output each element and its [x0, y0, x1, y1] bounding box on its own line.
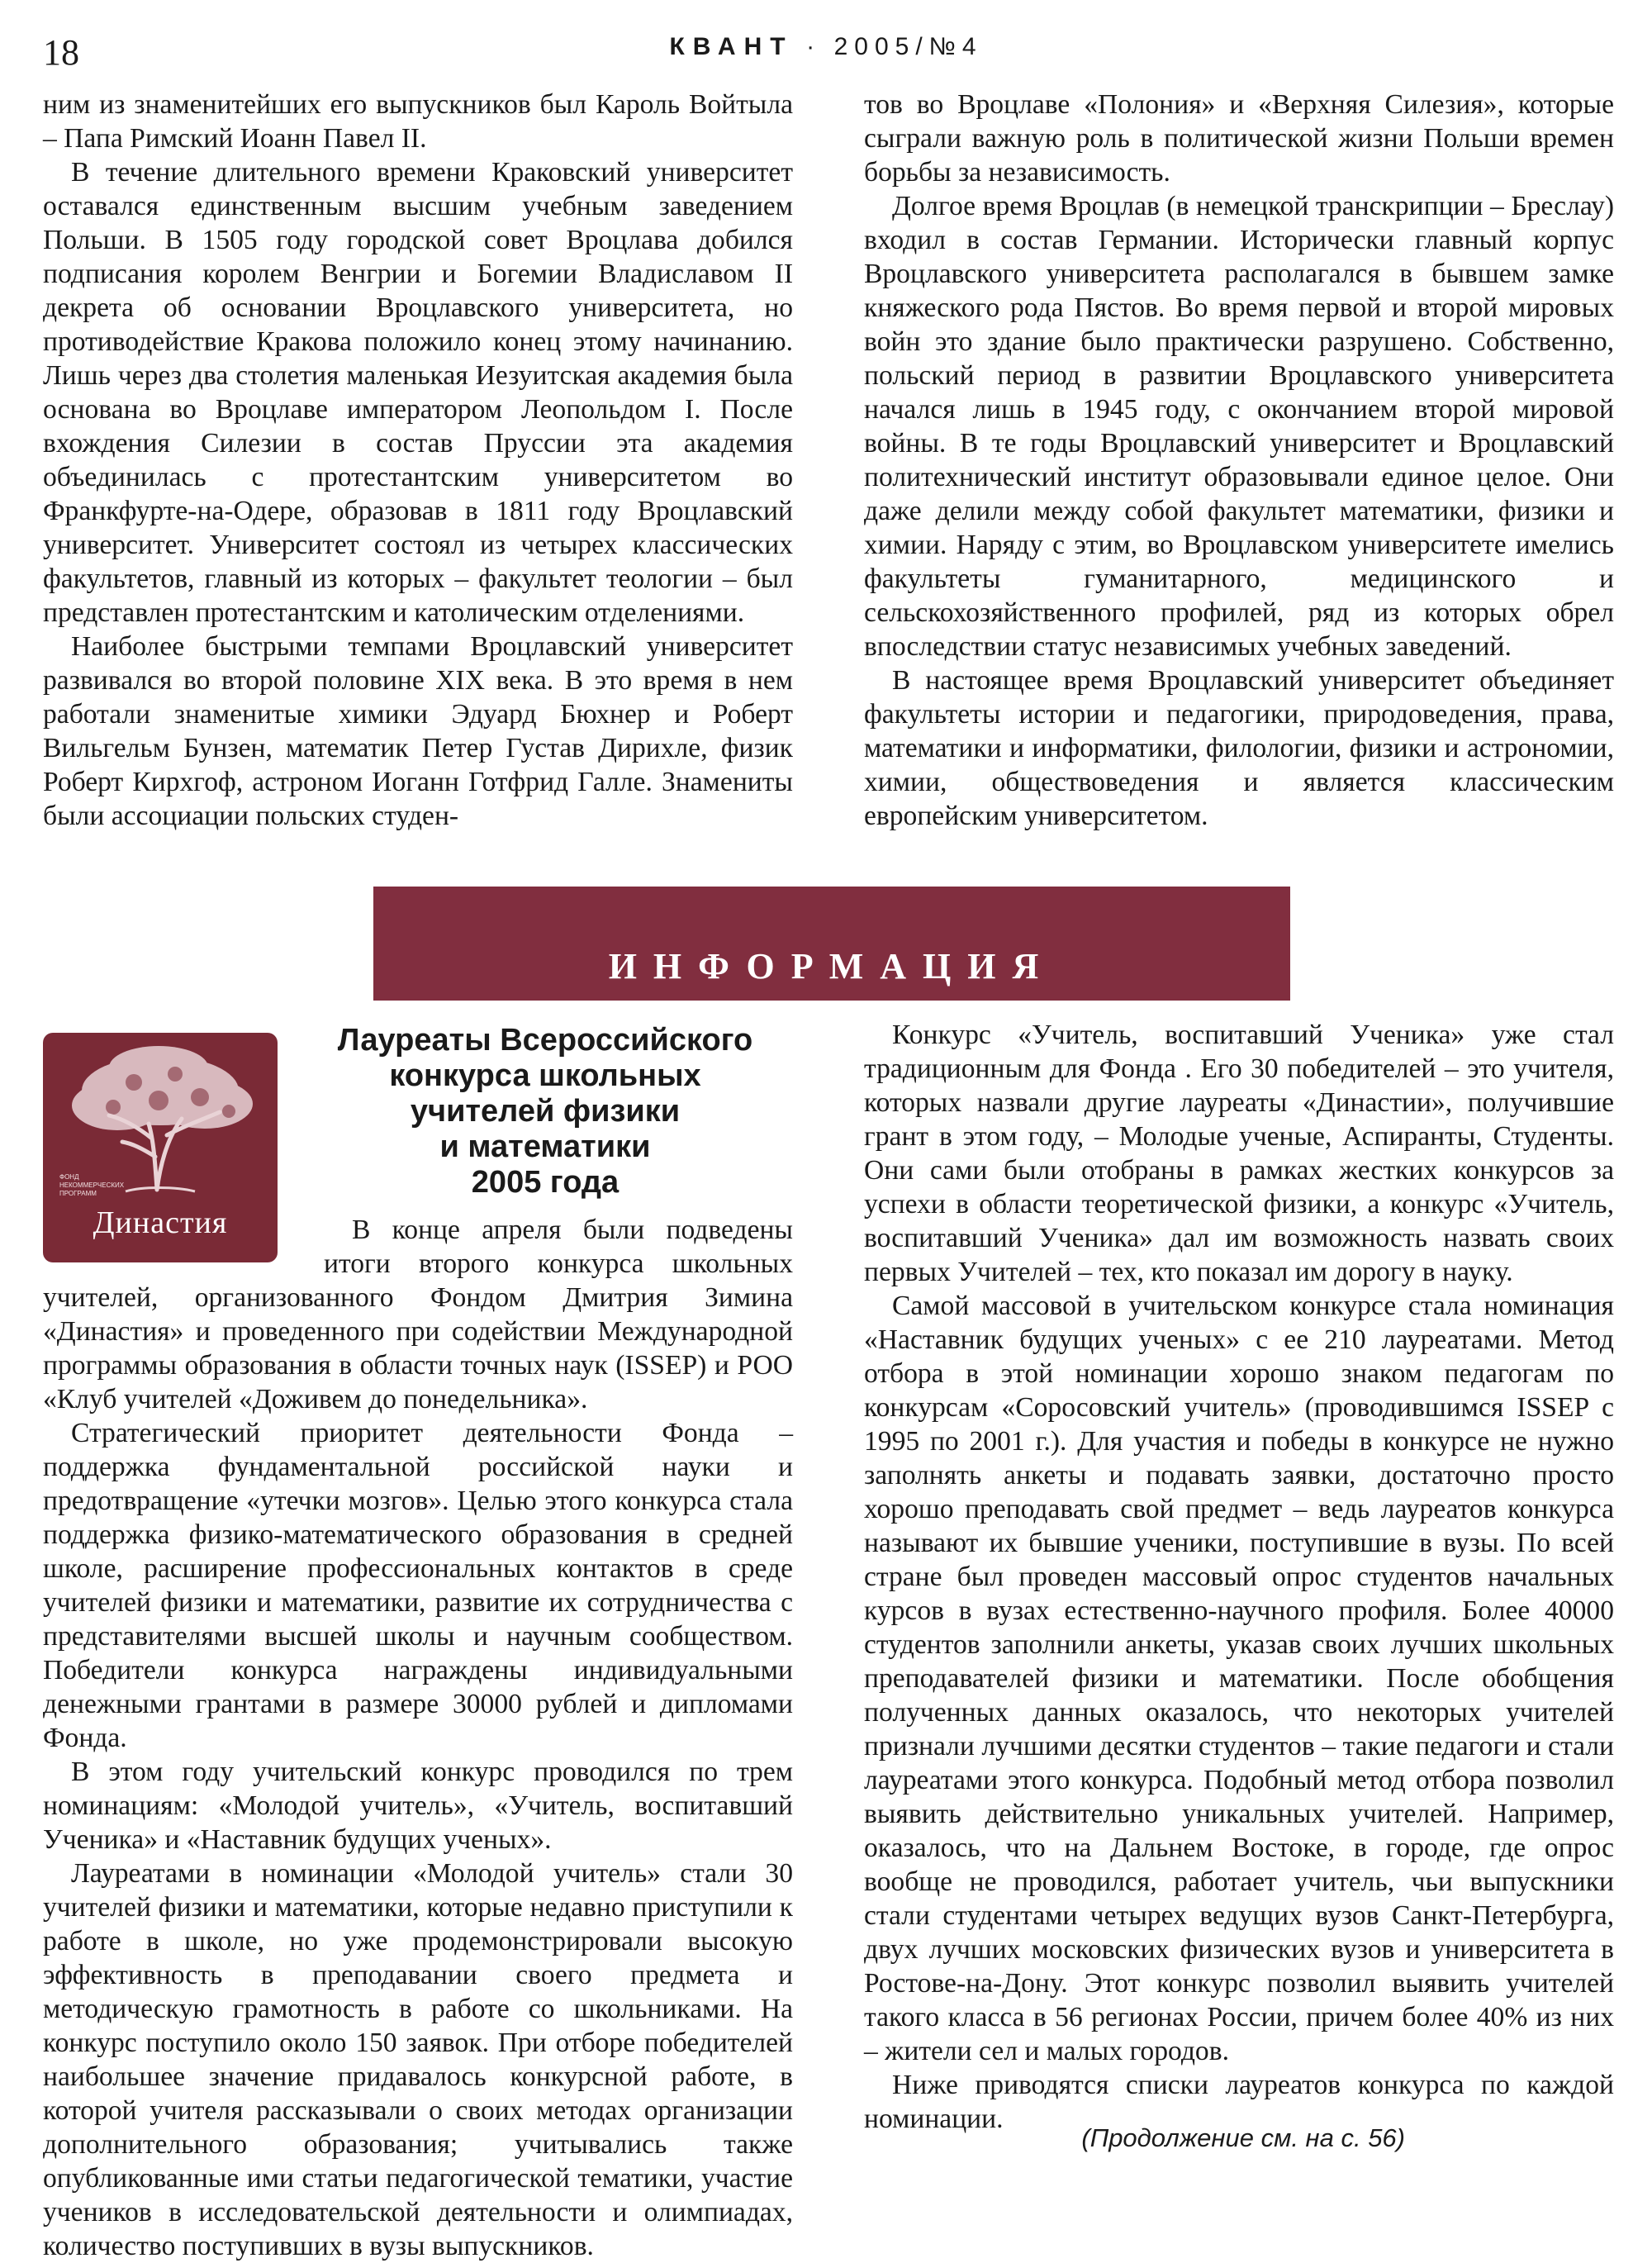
paragraph: Долгое время Вроцлав (в немецкой транскрипции – Бреслау) входил в состав Германии. Исторически главный корпус Вроцлавского университета располагался в бывшем замке княжеского рода Пястов. Во время первой и второй мировых войн это здание было практически разрушено. Собственно, польский период в развитии Вроцлавского университета начался лишь в 1945 году, с окончанием второй мировой войны. В те годы Вроцлавский университет и Вроцлавский политехнический институт образовывали единое целое. Они даже делили между собой факультет математики, физики и химии. Наряду с этим, во Вроцлавском университете имелись факультеты гуманитарного, медицинского и сельскохозяйственного профилей, ряд из которых обрел впоследствии статус независимых учебных заведений. [864, 191, 1614, 662]
title-line: учителей физики [410, 1094, 681, 1129]
article-left-column [43, 1213, 793, 2263]
continuation-note: (Продолжение см. на с. 56) [1081, 2123, 1405, 2152]
paragraph: Ниже приводятся списки лауреатов конкурса по каждой номинации. [864, 2070, 1614, 2134]
logo-name: Династия [93, 1205, 228, 1240]
article-title [297, 1023, 793, 1200]
paragraph: Стратегический приоритет деятельности Фонда – поддержка фундаментальной российской науки и предотвращение «утечки мозгов». Целью этого конкурса стала поддержка физико-математического образования в средней школе, расширение профессиональных контактов в среде учителей физики и математики, развитие их сотрудничества с представителями высшей школы и научным сообществом. Победители конкурса награждены индивидуальными денежными грантами в размере 30000 рублей и дипломами Фонда. [43, 1418, 793, 1753]
paragraph: В течение длительного времени Краковский университет оставался единственным высшим учебным заведением Польши. В 1505 году городской совет Вроцлава добился подписания королем Венгрии и Богемии Владиславом II декрета об основании Вроцлавского университета, но противодействие Кракова положило конец этому начинанию. Лишь через два столетия маленькая Иезуитская академия была основана во Вроцлаве императором Леопольдом I. После вхождения Силезии в состав Пруссии эта академия объединилась с протестантским университетом во Франкфурте-на-Одере, образовав в 1811 году Вроцлавский университет. Университет состоял из четырех классических факультетов, главный из которых – факультет теологии – был представлен протестантским и католическим отделениями. [43, 157, 793, 628]
logo-caption-line: НЕКОММЕРЧЕСКИХ [59, 1181, 125, 1189]
logo-caption-line: ПРОГРАММ [59, 1190, 97, 1197]
paragraph: В конце апреля были подведены итоги второго конкурса школьных учителей, организованного Фондом Дмитрия Зимина «Династия» и проведенного при содействии Международной программы образования в области точных наук (ISSEP) и РОО «Клуб учителей «Доживем до понедельника». [43, 1215, 793, 1414]
paragraph: тов во Вроцлаве «Полония» и «Верхняя Силезия», которые сыграли важную роль в политической жизни Польши времен борьбы за независимость. [864, 89, 1614, 188]
paragraph: Наиболее быстрыми темпами Вроцлавский университет развивался во второй половине XIX века. В это время в нем работали знаменитые химики Эдуард Бюхнер и Роберт Вильгельм Бунзен, математик Петер Густав Дирихле, физик Роберт Кирхгоф, астроном Иоганн Готфрид Галле. Знамениты были ассоциации польских студен- [43, 631, 793, 831]
article-right-column [864, 1018, 1614, 2136]
top-right-column [864, 88, 1614, 833]
title-line: Лауреаты Всероссийского [337, 1023, 753, 1058]
paragraph: Лауреатами в номинации «Молодой учитель» стали 30 учителей физики и математики, которые недавно приступили к работе в школе, но уже продемонстрировали высокую эффективность в преподавании своего предмета и методическую грамотность в работе со школьниками. На конкурс поступило около 150 заявок. При отборе победителей наибольшее значение придавалось конкурсной работе, в которой учителя рассказывали о своих методах организации дополнительного образования; учитывались также опубликованные ими статьи педагогической тематики, участие учеников в исследовательской деятельности и олимпиадах, количество поступивших в вузы выпускников. [43, 1858, 793, 2261]
logo-spacer [43, 1213, 324, 1271]
issue-number: 2005/№4 [833, 33, 983, 60]
title-line: конкурса школьных [389, 1058, 701, 1093]
paragraph: В этом году учительский конкурс проводился по трем номинациям: «Молодой учитель», «Учитель, воспитавший Ученика» и «Наставник будущих ученых». [43, 1757, 793, 1855]
top-left-column [43, 88, 793, 833]
title-line: 2005 года [471, 1165, 620, 1200]
title-line: и математики [439, 1129, 651, 1164]
paragraph: Конкурс «Учитель, воспитавший Ученика» уже стал традиционным для Фонда . Его 30 победителей – это учителя, которых назвали другие лауреаты «Династии», получившие грант в этом году, – Молодые ученые, Аспиранты, Студенты. Они сами были отобраны в рамках жестких конкурсов за успехи в области теоретической физики, а конкурс «Учитель, воспитавший Ученика» дал им возможность назвать своих первых Учителей – тех, кто показал им дорогу в науку. [864, 1020, 1614, 1287]
page-number: 18 [43, 32, 79, 73]
logo-caption-line: ФОНД [59, 1173, 79, 1181]
running-head [0, 33, 1652, 61]
paragraph: В настоящее время Вроцлавский университет объединяет факультеты истории и педагогики, природоведения, права, математики и информатики, филологии, физики и астрономии, химии, обществоведения и является классическим европейским университетом. [864, 665, 1614, 831]
paragraph: Самой массовой в учительском конкурсе стала номинация «Наставник будущих ученых» с ее 210 лауреатами. Метод отбора в этой номинации хорошо знаком педагогам по конкурсам «Соросовский учитель» (проводившимся ISSEP с 1995 по 2001 г.). Для участия и победы в конкурсе не нужно заполнять анкеты и подавать заявки, достаточно просто хорошо преподавать свой предмет – ведь лауреатов конкурса называют их бывшие ученики, поступившие в вузы. По всей стране был проведен массовый опрос студентов начальных курсов в вузах естественно-научного профиля. Более 40000 студентов заполнили анкеты, указав своих лучших школьных преподавателей физики и математики. После обобщения полученных данных оказалось, что некоторых учителей признали лучшими десятки студентов – такие педагоги и стали лауреатами этого конкурса. Подобный метод отбора позволил выявить действительно уникальных учителей. Например, оказалось, что на Дальнем Востоке, в городе, где опрос вообще не проводился, работает учитель, чьи выпускники стали студентами четырех ведущих вузов Санкт-Петербурга, двух лучших московских физических вузов и университета в Ростове-на-Дону. Этот конкурс позволил выявить учителей такого класса в 56 регионах России, причем более 40% из них – жители сел и малых городов. [864, 1291, 1614, 2066]
magazine-name: КВАНТ [669, 33, 794, 60]
paragraph: ним из знаменитейших его выпускников был Кароль Войтыла – Папа Римский Иоанн Павел II. [43, 89, 793, 154]
logo-caption [59, 1173, 124, 1198]
section-banner: ИНФОРМАЦИЯ [373, 887, 1290, 1001]
header-separator: · [806, 33, 822, 60]
